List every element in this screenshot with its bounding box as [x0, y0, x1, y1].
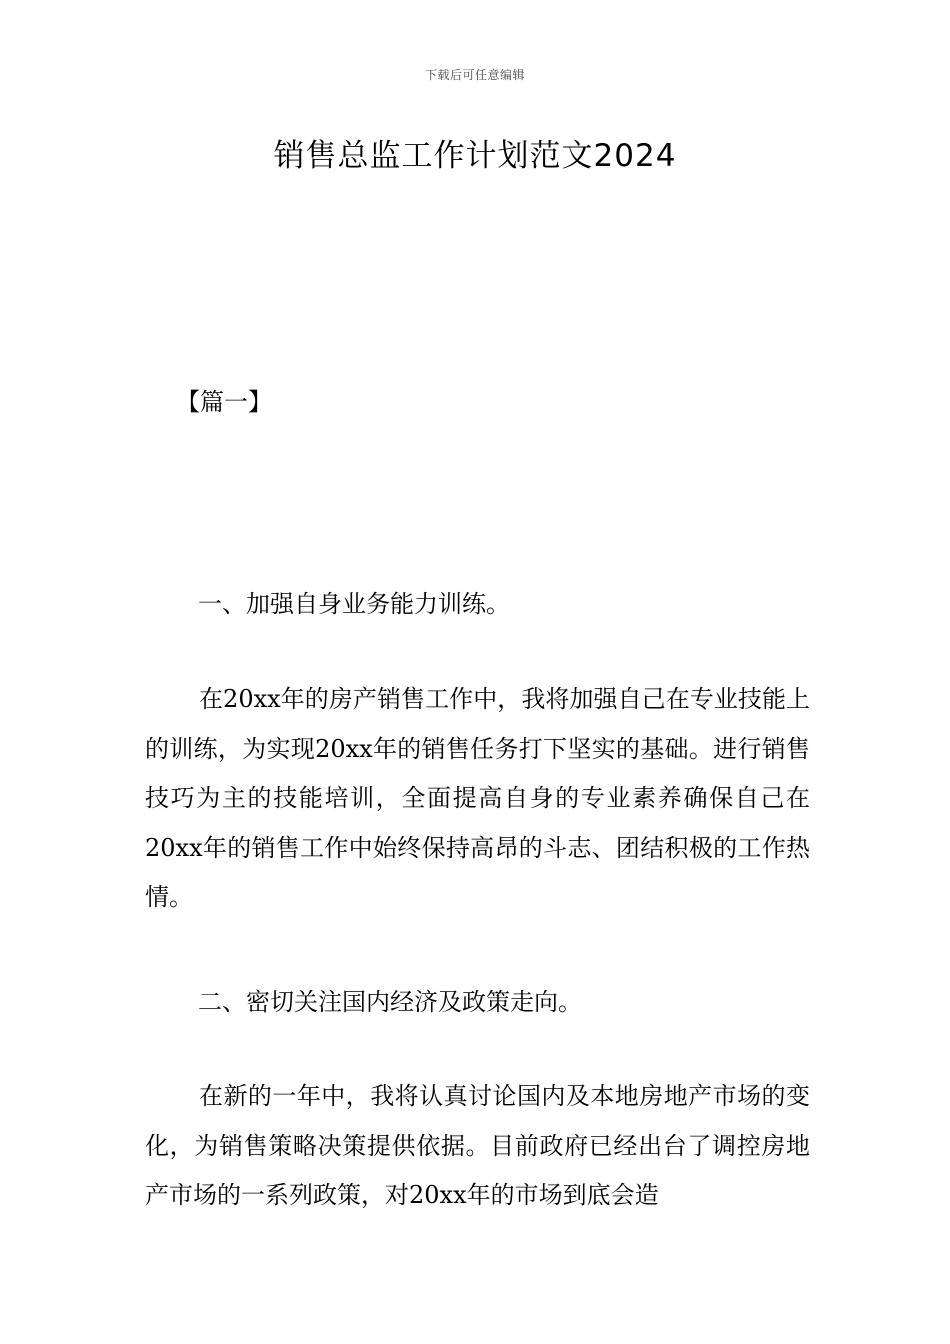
paragraph-1: 在20xx年的房产销售工作中，我将加强自己在专业技能上的训练，为实现20xx年的销售任务打下坚实的基础。进行销售技巧为主的技能培训，全面提高自身的专业素养确保自己在20xx年的销售工作中始终保持高昂的斗志、团结积极的工作热情。	[145, 685, 810, 912]
header-note: 下载后可任意编辑	[424, 68, 525, 82]
paragraph-2: 在新的一年中，我将认真讨论国内及本地房地产市场的变化，为销售策略决策提供依据。目前政府已经出台了调控房地产市场的一系列政策，对20xx年的市场到底会造	[145, 1082, 810, 1210]
section-tag: 【篇一】	[176, 388, 272, 416]
document-title: 销售总监工作计划范文2024	[273, 138, 677, 174]
section-heading-2: 二、密切关注国内经济及政策走向。	[198, 988, 582, 1016]
section-heading-1: 一、加强自身业务能力训练。	[198, 590, 510, 618]
